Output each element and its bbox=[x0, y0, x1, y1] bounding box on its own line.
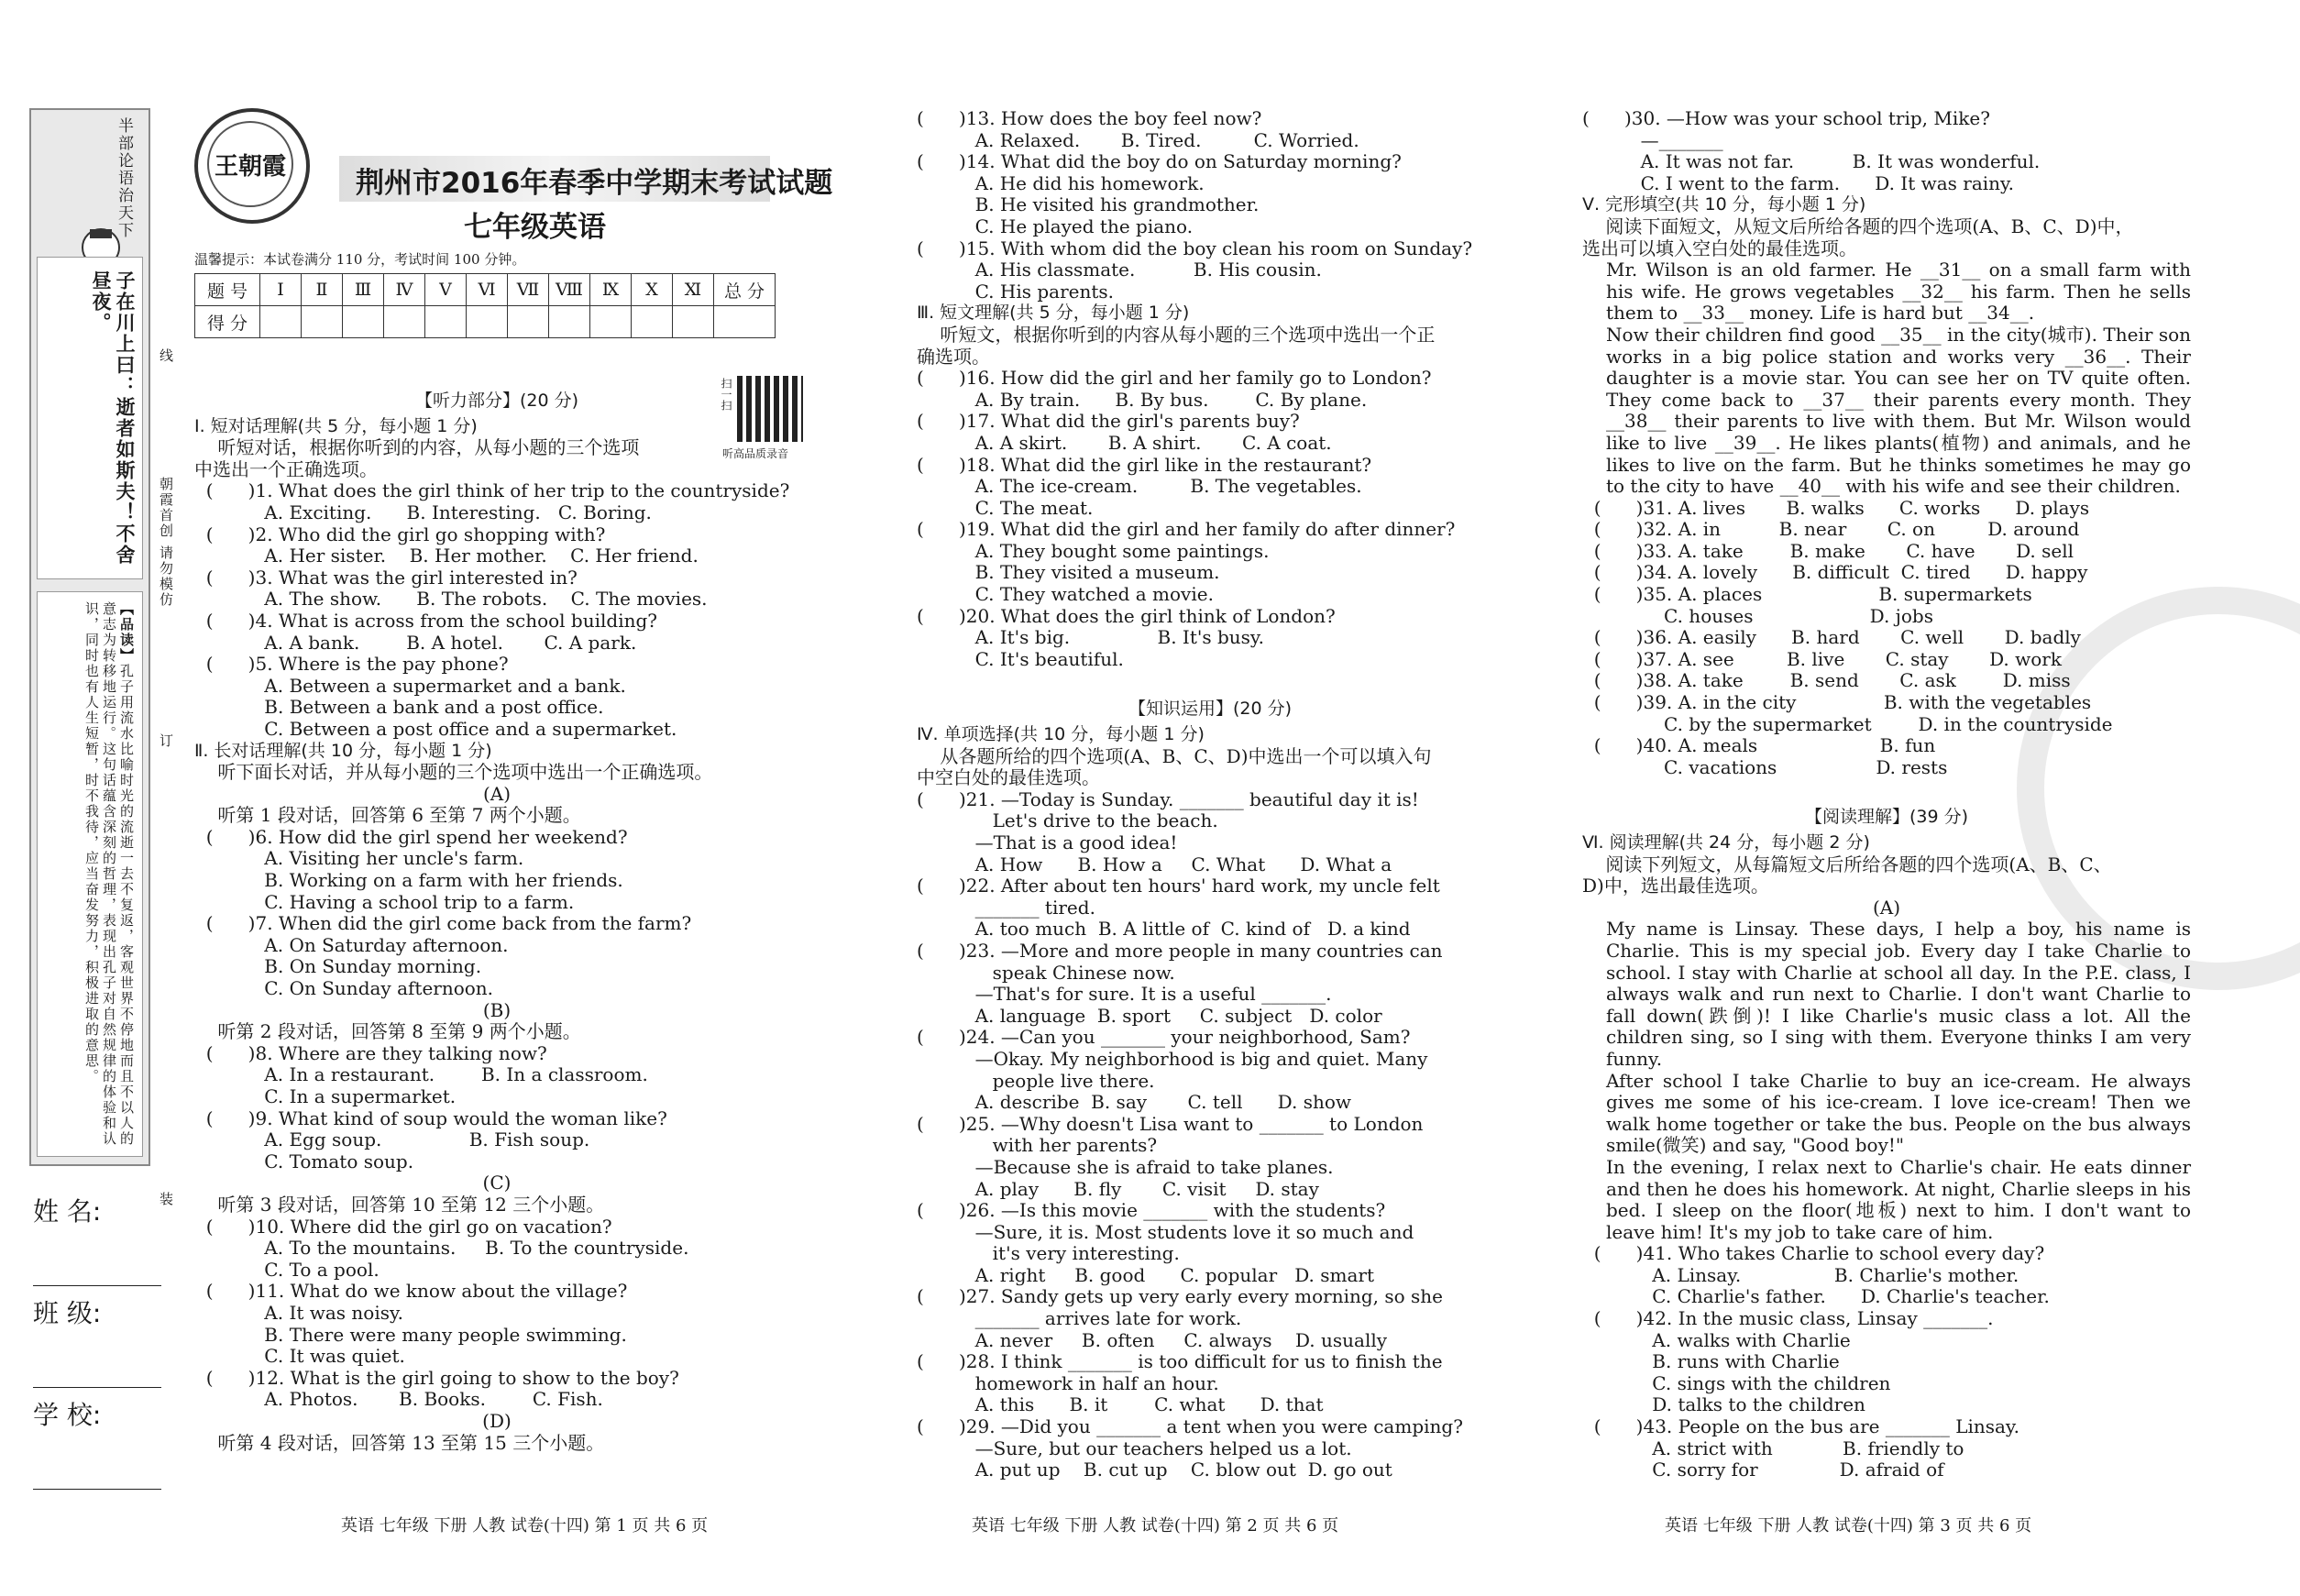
col1-line: (A) bbox=[482, 782, 512, 805]
col1-line: ( )7. When did the girl come back from the farm? bbox=[194, 912, 692, 935]
col1-line: A. To the mountains. B. To the countryside. bbox=[194, 1237, 689, 1260]
col2-line: C. The meat. bbox=[917, 496, 1094, 519]
student-info-block bbox=[33, 1192, 161, 1497]
cloze-paragraph-1: Mr. Wilson is an old farmer. He __31__ on a small farm with his wife. He grows vegetables __32__ his farm. Then he sells them to __33__ money. Life is hard but __34__. bbox=[1606, 259, 2191, 325]
reading-paragraph-1: My name is Linsay. These days, I help a boy, his name is Charlie. This is my special job. Every day I take Charlie to school. I stay with Charlie at school all day. In the P.E. class, I always walk and run next to Charlie. I don't want Charlie to fall down(跌倒)! I like Charlie's music class a lot. All the children sing, so I sing with them. Everyone thinks I am very funny. bbox=[1606, 918, 2191, 1070]
col1-line: C. On Sunday afternoon. bbox=[194, 977, 494, 1000]
col1-line: ( )8. Where are they talking now? bbox=[194, 1041, 547, 1064]
col3b-line: 【阅读理解】(39 分) bbox=[1804, 807, 1969, 828]
col1-line: ( )2. Who did the girl go shopping with? bbox=[194, 523, 606, 545]
col1-line: A. It was noisy. bbox=[194, 1301, 403, 1324]
col1-line: 听第 3 段对话，回答第 10 至第 12 三个小题。 bbox=[194, 1193, 605, 1216]
sidebar-commentary: 孔子用流水比喻时光的流逝一去不复返，客观世界不停地而且不以人的意志为转移地运行。这句话蕴含深刻的哲理，表现出孔子对自然规律的体验和认识，同时也有人生短暂，时不我待，应当奋发努力，积极进取的意思。 bbox=[83, 601, 135, 1147]
col3b-line bbox=[1582, 778, 2191, 799]
score-value-cell[interactable] bbox=[384, 306, 425, 338]
score-header-cell: Ⅴ bbox=[425, 274, 467, 306]
col2-line: Ⅲ. 短文理解(共 5 分，每小题 1 分) bbox=[917, 303, 1190, 324]
col2-line: ( )29. —Did you _______ a tent when you were camping? bbox=[917, 1415, 1463, 1438]
col3b-line: ( )34. A. lovely B. difficult C. tired D. happy bbox=[1582, 561, 2088, 584]
col2-line: people live there. bbox=[917, 1069, 1155, 1092]
col2-line: 【知识运用】(20 分) bbox=[1128, 699, 1293, 720]
qr-side-label: 扫一扫 bbox=[720, 378, 732, 411]
score-header-cell: Ⅵ bbox=[467, 274, 508, 306]
col3c-line: ( )41. Who takes Charlie to school every day? bbox=[1582, 1242, 2045, 1265]
col2-line: ( )27. Sandy gets up very early every morning, so she bbox=[917, 1285, 1444, 1308]
col2-line: —Okay. My neighborhood is big and quiet. Many bbox=[917, 1047, 1428, 1070]
score-value-cell[interactable] bbox=[302, 306, 343, 338]
col1-line: ( )1. What does the girl think of her trip to the countryside? bbox=[194, 479, 790, 502]
col1-line: ( )6. How did the girl spend her weekend? bbox=[194, 825, 628, 848]
cloze-paragraph-2: Now their children find good __35__ in the city(城市). Their son works in a big police station and works very __36__. Their daughter is a movie star. You can see her on TV quite often. They come back to __37__ their parents every month. They __38__ their parents to live with them. But Mr. Wilson would like to live __39__. He likes plants(植物) and animals, and he likes to live on the farm. But he thinks sometimes he may go to the city to have __40__ with his wife and see their children. bbox=[1606, 323, 2191, 498]
col2-line: ( )19. What did the girl and her family do after dinner? bbox=[917, 518, 1456, 541]
col3b-line: ( )37. A. see B. live C. stay D. work bbox=[1582, 647, 2062, 670]
sidebar-quote: 子在川上曰：逝者如斯夫！不舍昼夜。 bbox=[90, 270, 137, 566]
col1-line: ( )4. What is across from the school building? bbox=[194, 609, 657, 632]
col2-line bbox=[917, 670, 1503, 691]
col2-line: A. They bought some paintings. bbox=[917, 539, 1270, 562]
col1-line: ( )12. What is the girl going to show to the boy? bbox=[194, 1366, 679, 1389]
col3a-line: Ⅴ. 完形填空(共 10 分，每小题 1 分) bbox=[1582, 194, 1866, 215]
col3c-line: B. runs with Charlie bbox=[1582, 1350, 1840, 1373]
col1-line: A. Her sister. B. Her mother. C. Her friend. bbox=[194, 545, 699, 567]
col3c-line: ( )42. In the music class, Linsay _______. bbox=[1582, 1307, 1994, 1330]
score-header-cell: Ⅶ bbox=[508, 274, 549, 306]
reading-paragraph-3: In the evening, I relax next to Charlie's chair. He eats dinner and then he does his homework. At night, Charlie sleeps in his bed. I sleep on the floor(地板) next to him. I don't want to leave him! It's my job to take care of him. bbox=[1606, 1155, 2191, 1243]
score-value-cell[interactable] bbox=[714, 306, 776, 338]
score-header-cell: 总 分 bbox=[714, 274, 776, 306]
col3c-line: A. walks with Charlie bbox=[1582, 1328, 1851, 1351]
col3b-line: D)中，选出最佳选项。 bbox=[1582, 875, 1769, 897]
col2-line: A. How B. How a C. What D. What a bbox=[917, 853, 1392, 875]
col2-line: C. They watched a movie. bbox=[917, 583, 1214, 606]
col2-line: —Sure, it is. Most students love it so much and bbox=[917, 1220, 1414, 1243]
col1-line: B. There were many people swimming. bbox=[194, 1323, 627, 1346]
score-table-header-row bbox=[195, 274, 776, 306]
col3b-line: ( )39. A. in the city B. with the vegetables bbox=[1582, 691, 2092, 714]
col2-line: ( )15. With whom did the boy clean his room on Sunday? bbox=[917, 237, 1473, 259]
page-column-1 bbox=[194, 383, 799, 1454]
score-value-cell[interactable] bbox=[632, 306, 673, 338]
col2-line: 中空白处的最佳选项。 bbox=[917, 766, 1100, 789]
col1-line: A. On Saturday afternoon. bbox=[194, 933, 509, 956]
col1-line: C. Having a school trip to a farm. bbox=[194, 890, 575, 913]
col1-line: 听第 4 段对话，回答第 13 至第 15 三个小题。 bbox=[194, 1431, 605, 1454]
col3a-line: 阅读下面短文，从短文后所给各题的四个选项(A、B、C、D)中， bbox=[1582, 215, 2134, 237]
col2-line: ( )21. —Today is Sunday. _______ beautiful day it is! bbox=[917, 787, 1419, 810]
name-field[interactable] bbox=[33, 1228, 161, 1286]
sidebar-quote-panel bbox=[29, 108, 150, 1166]
col3b-line: C. vacations D. rests bbox=[1582, 755, 1948, 778]
col1-line: ( )10. Where did the girl go on vacation? bbox=[194, 1215, 612, 1238]
col1-line: C. Between a post office and a supermarket. bbox=[194, 717, 677, 740]
reading-paragraph-2: After school I take Charlie to buy an ice-cream. He always gives me some of his ice-cream. I love ice-cream! Then we walk home together or take the bus. People on the bus always smile(微笑) and say, "Good boy!" bbox=[1606, 1069, 2191, 1157]
col3c-line: ( )43. People on the bus are _______ Linsay. bbox=[1582, 1415, 2019, 1438]
col2-line: ( )13. How does the boy feel now? bbox=[917, 107, 1262, 129]
col3c-line: A. strict with B. friendly to bbox=[1582, 1436, 1964, 1459]
col1-line: B. Between a bank and a post office. bbox=[194, 696, 604, 719]
sidebar-commentary-label: 【品读】 bbox=[118, 601, 135, 664]
col2-line: A. language B. sport C. subject D. color bbox=[917, 1004, 1382, 1027]
col2-line: 从各题所给的四个选项(A、B、C、D)中选出一个可以填入句 bbox=[917, 744, 1432, 767]
col2-line: A. A skirt. B. A shirt. C. A coat. bbox=[917, 431, 1332, 454]
col3b-line: ( )31. A. lives B. walks C. works D. plays bbox=[1582, 496, 2090, 519]
col2-line: C. He played the piano. bbox=[917, 215, 1194, 237]
footer-page-1: 英语 七年级 下册 人教 试卷(十四) 第 1 页 共 6 页 bbox=[341, 1516, 709, 1535]
col2-line: Ⅳ. 单项选择(共 10 分，每小题 1 分) bbox=[917, 724, 1205, 745]
col2-line: A. too much B. A little of C. kind of D. a kind bbox=[917, 918, 1411, 941]
school-label: 学 校: bbox=[33, 1400, 102, 1430]
col3b-line: C. by the supermarket D. in the countryside bbox=[1582, 712, 2113, 735]
col3a-line: ( )30. —How was your school trip, Mike? bbox=[1582, 107, 1990, 129]
score-table-score-row bbox=[195, 306, 776, 338]
col2-line: —That is a good idea! bbox=[917, 831, 1178, 853]
score-value-cell[interactable] bbox=[549, 306, 590, 338]
score-header-cell: Ⅹ bbox=[632, 274, 673, 306]
col3a-line: 选出可以填入空白处的最佳选项。 bbox=[1582, 237, 1857, 259]
exam-title: 荆州市2016年春季中学期末考试试题 bbox=[356, 167, 833, 200]
binding-mark-top: 线 bbox=[158, 348, 174, 364]
col2-line: A. describe B. say C. tell D. show bbox=[917, 1091, 1352, 1114]
exam-subtitle: 七年级英语 bbox=[464, 211, 606, 244]
exam-tip: 温馨提示：本试卷满分 110 分，考试时间 100 分钟。 bbox=[194, 251, 526, 268]
score-header-cell: Ⅱ bbox=[302, 274, 343, 306]
col1-line: B. On Sunday morning. bbox=[194, 955, 482, 978]
col1-line: ( )3. What was the girl interested in? bbox=[194, 566, 578, 589]
binding-notice: 朝霞首创 请勿模仿 bbox=[158, 477, 174, 608]
page-column-3 bbox=[1582, 108, 2191, 1481]
col2-line: A. His classmate. B. His cousin. bbox=[917, 259, 1322, 281]
col3b-line: ( )35. A. places B. supermarkets bbox=[1582, 583, 2032, 606]
score-header-cell: 题 号 bbox=[195, 274, 260, 306]
col1-line: 听短对话，根据你听到的内容，从每小题的三个选项 bbox=[194, 436, 640, 459]
col1-line: Ⅰ. 短对话理解(共 5 分，每小题 1 分) bbox=[194, 415, 478, 436]
col2-line: ( )16. How did the girl and her family go to London? bbox=[917, 367, 1432, 390]
col1-line: A. Visiting her uncle's farm. bbox=[194, 847, 524, 870]
footer-page-2: 英语 七年级 下册 人教 试卷(十四) 第 2 页 共 6 页 bbox=[972, 1516, 1339, 1535]
col1-line: A. The show. B. The robots. C. The movies. bbox=[194, 588, 708, 611]
col1-line: C. In a supermarket. bbox=[194, 1085, 457, 1107]
col2-line: ( )28. I think _______ is too difficult for us to finish the bbox=[917, 1350, 1443, 1373]
col2-line: ( )20. What does the girl think of London? bbox=[917, 604, 1336, 627]
col1-line: 听第 2 段对话，回答第 8 至第 9 两个小题。 bbox=[194, 1020, 581, 1043]
col3a-line: —_______ bbox=[1582, 128, 1723, 151]
col1-line: A. Between a supermarket and a bank. bbox=[194, 674, 626, 697]
col3b-line: ( )38. A. take B. send C. ask D. miss bbox=[1582, 669, 2071, 692]
col2-line: Let's drive to the beach. bbox=[917, 809, 1218, 832]
class-field[interactable] bbox=[33, 1330, 161, 1388]
col2-line: A. play B. fly C. visit D. stay bbox=[917, 1177, 1319, 1200]
col1-line: ( )11. What do we know about the village? bbox=[194, 1280, 628, 1303]
score-value-cell[interactable] bbox=[343, 306, 384, 338]
score-header-cell: Ⅺ bbox=[673, 274, 714, 306]
col3c-line: C. Charlie's father. D. Charlie's teacher. bbox=[1582, 1285, 2050, 1308]
col2-line: 听短文，根据你听到的内容从每小题的三个选项中选出一个正 bbox=[917, 323, 1436, 346]
col2-line: B. They visited a museum. bbox=[917, 561, 1220, 584]
name-label: 姓 名: bbox=[33, 1196, 102, 1227]
col1-line: A. A bank. B. A hotel. C. A park. bbox=[194, 631, 637, 654]
col3b-line: Ⅵ. 阅读理解(共 24 分，每小题 2 分) bbox=[1582, 832, 1870, 853]
col2-line: ( )17. What did the girl's parents buy? bbox=[917, 410, 1300, 433]
col2-line: —Sure, but our teachers helped us a lot. bbox=[917, 1436, 1352, 1459]
col2-line: ( )26. —Is this movie _______ with the students? bbox=[917, 1199, 1386, 1222]
col1-line: ( )5. Where is the pay phone? bbox=[194, 653, 509, 676]
col2-line: with her parents? bbox=[917, 1134, 1158, 1157]
score-header-cell: Ⅷ bbox=[549, 274, 590, 306]
col1-line: B. Working on a farm with her friends. bbox=[194, 869, 623, 892]
col2-line: A. The ice-cream. B. The vegetables. bbox=[917, 475, 1362, 498]
score-header-cell: Ⅳ bbox=[384, 274, 425, 306]
col1-line: (D) bbox=[482, 1409, 512, 1432]
col1-line: C. It was quiet. bbox=[194, 1345, 405, 1368]
col2-line: _______ arrives late for work. bbox=[917, 1307, 1242, 1330]
col3c-line: D. talks to the children bbox=[1582, 1393, 1865, 1416]
score-value-cell: 得 分 bbox=[195, 306, 260, 338]
col1-line: C. To a pool. bbox=[194, 1258, 380, 1281]
col2-line: ( )24. —Can you _______ your neighborhood, Sam? bbox=[917, 1026, 1411, 1049]
col1-line: A. Egg soup. B. Fish soup. bbox=[194, 1128, 590, 1151]
col1-line: ( )9. What kind of soup would the woman like? bbox=[194, 1106, 667, 1129]
page-column-2 bbox=[917, 108, 1503, 1481]
col2-line: speak Chinese now. bbox=[917, 961, 1175, 984]
col1-line: A. In a restaurant. B. In a classroom. bbox=[194, 1063, 648, 1086]
col3c-line: C. sorry for D. afraid of bbox=[1582, 1458, 1944, 1481]
col2-line: ( )25. —Why doesn't Lisa want to _______ to London bbox=[917, 1112, 1424, 1135]
col3a-line: C. I went to the farm. D. It was rainy. bbox=[1582, 171, 2015, 194]
col2-line: ( )22. After about ten hours' hard work, my uncle felt bbox=[917, 875, 1440, 897]
col3b-line: C. houses D. jobs bbox=[1582, 604, 1933, 627]
qr-caption: 听高品质录音 bbox=[722, 447, 789, 460]
sidebar-motto: 半部论语治天下 bbox=[115, 117, 133, 239]
col3c-line: C. sings with the children bbox=[1582, 1371, 1891, 1394]
col3a-line: A. It was not far. B. It was wonderful. bbox=[1582, 150, 2041, 173]
col1-line: (C) bbox=[482, 1172, 512, 1194]
col1-line: 听下面长对话，并从每小题的三个选项中选出一个正确选项。 bbox=[194, 761, 713, 784]
school-field[interactable] bbox=[33, 1432, 161, 1490]
col2-line: A. never B. often C. always D. usually bbox=[917, 1328, 1388, 1351]
footer-page-3: 英语 七年级 下册 人教 试卷(十四) 第 3 页 共 6 页 bbox=[1665, 1516, 2032, 1535]
col3b-line: (A) bbox=[1872, 896, 1901, 919]
col2-line: —Because she is afraid to take planes. bbox=[917, 1155, 1334, 1178]
col2-line: _______ tired. bbox=[917, 896, 1095, 919]
col1-line: Ⅱ. 长对话理解(共 10 分，每小题 1 分) bbox=[194, 740, 492, 761]
col2-line: it's very interesting. bbox=[917, 1242, 1180, 1265]
col1-line: 【听力部分】(20 分) bbox=[414, 391, 579, 411]
binding-mark-bottom: 装 bbox=[158, 1192, 174, 1207]
col3b-line: ( )33. A. take B. make C. have D. sell bbox=[1582, 539, 2074, 562]
col2-line: A. put up B. cut up C. blow out D. go out bbox=[917, 1458, 1392, 1481]
class-label: 班 级: bbox=[33, 1298, 102, 1328]
col3c-line: A. Linsay. B. Charlie's mother. bbox=[1582, 1263, 2019, 1286]
col2-line: A. By train. B. By bus. C. By plane. bbox=[917, 388, 1368, 411]
score-value-cell[interactable] bbox=[508, 306, 549, 338]
col2-line: A. this B. it C. what D. that bbox=[917, 1393, 1324, 1416]
col2-line: ( )14. What did the boy do on Saturday morning? bbox=[917, 150, 1402, 173]
col1-line: 听第 1 段对话，回答第 6 至第 7 两个小题。 bbox=[194, 804, 581, 827]
col1-line: (B) bbox=[482, 998, 512, 1021]
col2-line: homework in half an hour. bbox=[917, 1371, 1219, 1394]
col2-line: —That's for sure. It is a useful _______. bbox=[917, 983, 1332, 1006]
col2-line: C. His parents. bbox=[917, 280, 1114, 303]
col3b-line: ( )40. A. meals B. fun bbox=[1582, 734, 1936, 757]
score-value-cell[interactable] bbox=[425, 306, 467, 338]
score-value-cell[interactable] bbox=[260, 306, 302, 338]
publisher-logo-text: 王朝霞 bbox=[207, 121, 293, 207]
col1-line: 中选出一个正确选项。 bbox=[194, 457, 378, 480]
score-header-cell: Ⅰ bbox=[260, 274, 302, 306]
col2-line: A. Relaxed. B. Tired. C. Worried. bbox=[917, 128, 1359, 151]
col2-line: A. It's big. B. It's busy. bbox=[917, 626, 1264, 649]
binding-margin bbox=[152, 348, 176, 1228]
col3b-line: ( )32. A. in B. near C. on D. around bbox=[1582, 518, 2080, 541]
publisher-logo bbox=[194, 108, 310, 224]
score-value-cell[interactable] bbox=[590, 306, 632, 338]
col2-line: ( )18. What did the girl like in the restaurant? bbox=[917, 453, 1372, 476]
score-value-cell[interactable] bbox=[673, 306, 714, 338]
col2-line: B. He visited his grandmother. bbox=[917, 193, 1260, 216]
score-table bbox=[194, 273, 776, 338]
col2-line: 确选项。 bbox=[917, 345, 990, 368]
col1-line: C. Tomato soup. bbox=[194, 1150, 414, 1172]
col1-line: A. Exciting. B. Interesting. C. Boring. bbox=[194, 501, 652, 523]
col2-line: C. It's beautiful. bbox=[917, 647, 1124, 670]
binding-mark-middle: 订 bbox=[158, 733, 174, 749]
score-value-cell[interactable] bbox=[467, 306, 508, 338]
col3b-line: ( )36. A. easily B. hard C. well D. badly bbox=[1582, 626, 2081, 649]
col1-line: A. Photos. B. Books. C. Fish. bbox=[194, 1388, 603, 1411]
col3b-line: 阅读下列短文，从每篇短文后所给各题的四个选项(A、B、C、 bbox=[1582, 853, 2112, 875]
col2-line: A. He did his homework. bbox=[917, 171, 1205, 194]
col2-line: ( )23. —More and more people in many countries can bbox=[917, 939, 1443, 962]
col2-line: A. right B. good C. popular D. smart bbox=[917, 1263, 1375, 1286]
score-header-cell: Ⅲ bbox=[343, 274, 384, 306]
score-header-cell: Ⅸ bbox=[590, 274, 632, 306]
